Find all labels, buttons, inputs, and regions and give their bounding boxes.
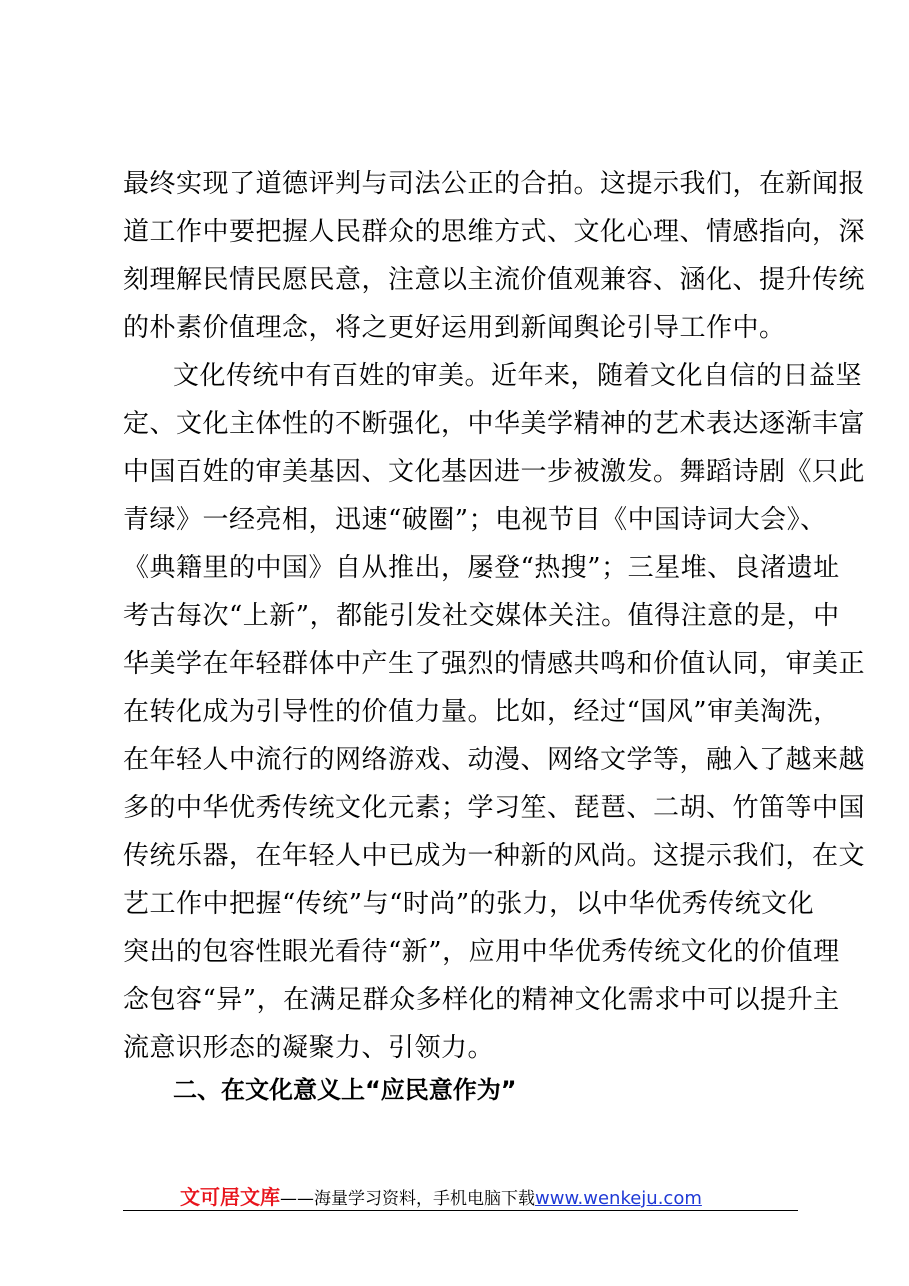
paragraph-1-line-4: 的朴素价值理念，将之更好运用到新闻舆论引导工作中。 [123,313,786,343]
paragraph-2-line-2: 定、文化主体性的不断强化，中华美学精神的艺术表达逐渐丰富 [123,409,866,439]
paragraph-1-line-3: 刻理解民情民愿民意，注意以主流价值观兼容、涵化、提升传统 [123,265,866,295]
paragraph-2-line-8: 在转化成为引导性的价值力量。比如，经过“国风”审美淘洗， [123,697,840,727]
paragraph-2-line-3: 中国百姓的审美基因、文化基因进一步被激发。舞蹈诗剧《只此 [123,457,866,487]
paragraph-2-line-14: 念包容“异”，在满足群众多样化的精神文化需求中可以提升主 [123,985,840,1015]
paragraph-2-line-1: 文化传统中有百姓的审美。近年来，随着文化自信的日益坚 [173,361,863,391]
footer-link[interactable]: www.wenkeju.com [535,1188,702,1209]
footer-brand: 文可居文库 [180,1185,280,1209]
paragraph-2-line-13: 突出的包容性眼光看待“新”，应用中华优秀传统文化的价值理 [123,937,840,967]
paragraph-2-line-5: 《典籍里的中国》自从推出，屡登“热搜”；三星堆、良渚遗址 [123,553,840,583]
paragraph-2-line-4: 青绿》一经亮相，迅速“破圈”；电视节目《中国诗词大会》、 [123,505,827,535]
footer-divider [123,1210,798,1211]
paragraph-2-line-15: 流意识形态的凝聚力、引领力。 [123,1033,495,1063]
paragraph-2-line-7: 华美学在年轻群体中产生了强烈的情感共鸣和价值认同，审美正 [123,649,866,679]
paragraph-2-line-10: 多的中华优秀传统文化元素；学习笙、琵琶、二胡、竹笛等中国 [123,793,866,823]
footer [180,1183,702,1211]
paragraph-2-line-11: 传统乐器，在年轻人中已成为一种新的风尚。这提示我们，在文 [123,841,866,871]
paragraph-2-line-12: 艺工作中把握“传统”与“时尚”的张力，以中华优秀传统文化 [123,889,815,919]
section-heading: 二、在文化意义上“应民意作为” [173,1076,517,1104]
paragraph-2-line-6: 考古每次“上新”，都能引发社交媒体关注。值得注意的是，中 [123,601,840,631]
footer-tagline: ——海量学习资料，手机电脑下载 [280,1189,535,1209]
paragraph-1-line-2: 道工作中要把握人民群众的思维方式、文化心理、情感指向，深 [123,217,866,247]
paragraph-2-line-9: 在年轻人中流行的网络游戏、动漫、网络文学等，融入了越来越 [123,745,866,775]
paragraph-1-line-1: 最终实现了道德评判与司法公正的合拍。这提示我们，在新闻报 [123,169,866,199]
